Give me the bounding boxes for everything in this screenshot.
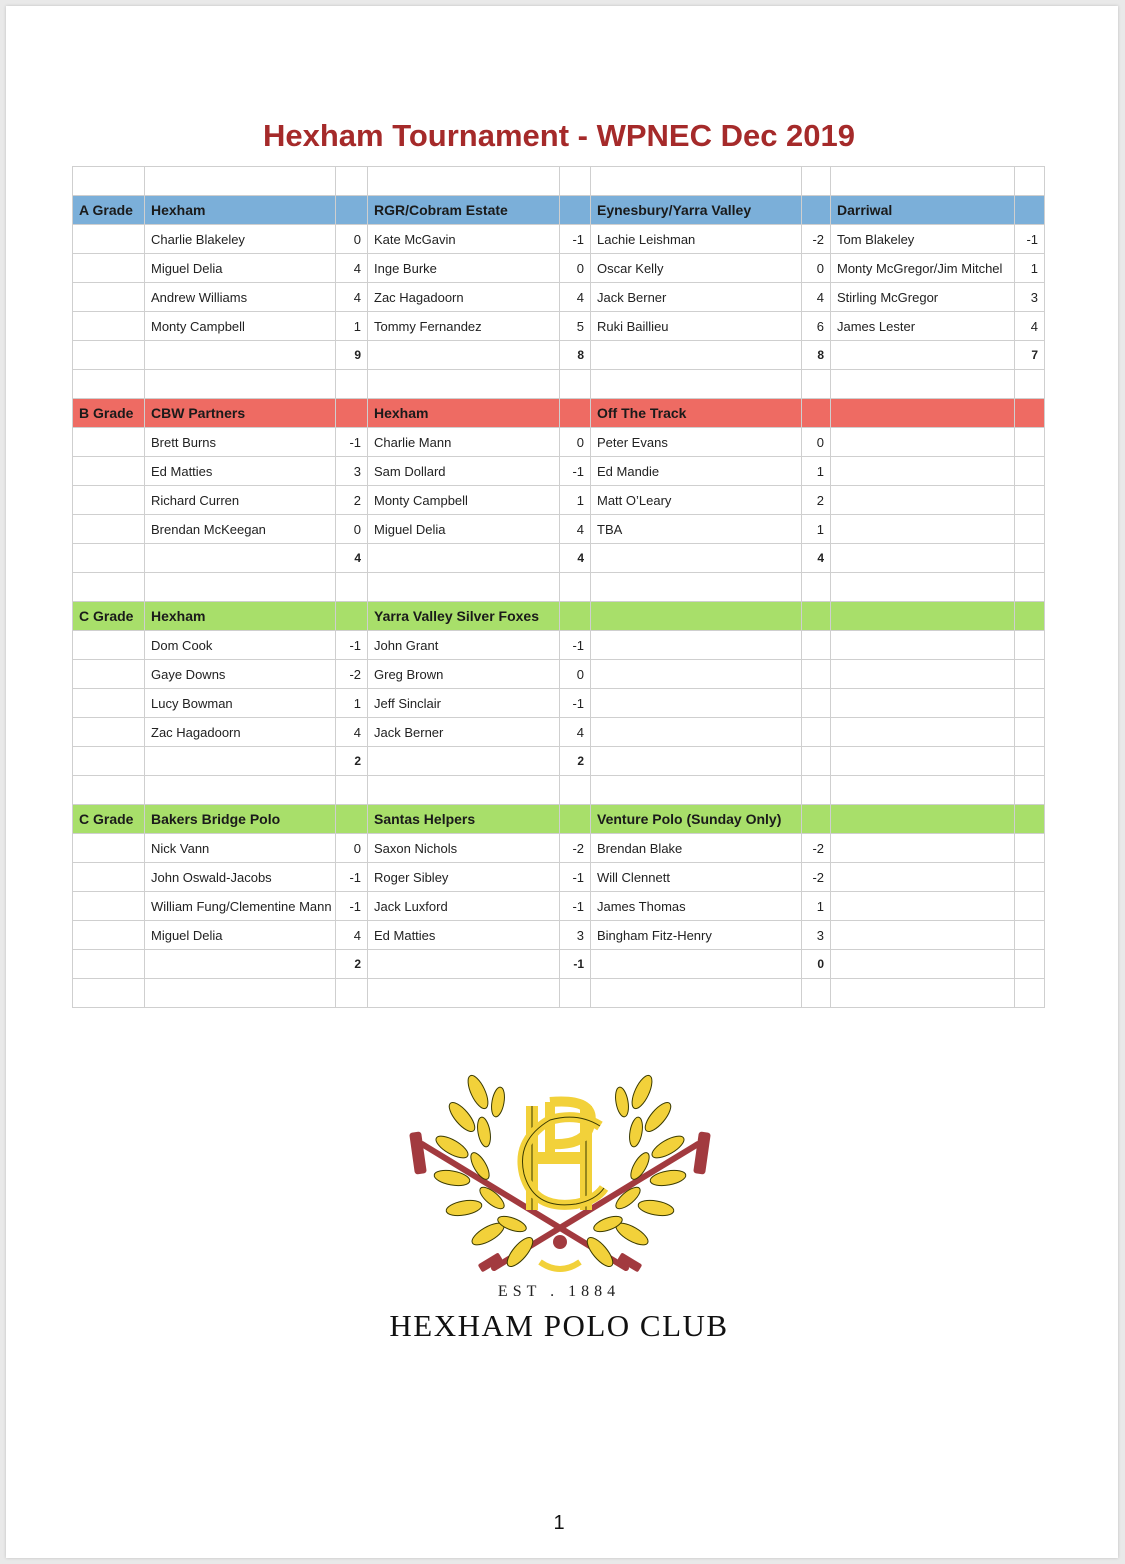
team-total-row — [73, 950, 1045, 979]
empty-cell — [1015, 892, 1045, 921]
player-name: Monty Campbell — [145, 312, 336, 341]
player-name: Inge Burke — [368, 254, 560, 283]
player-row — [73, 486, 1045, 515]
team-name: RGR/Cobram Estate — [368, 196, 560, 225]
player-row — [73, 428, 1045, 457]
player-name: Kate McGavin — [368, 225, 560, 254]
empty-cell — [1015, 834, 1045, 863]
empty-cell — [73, 834, 145, 863]
empty-cell — [73, 776, 145, 805]
logo-club-name: HEXHAM POLO CLUB — [389, 1308, 729, 1343]
team-total — [1015, 950, 1045, 979]
empty-cell — [145, 341, 336, 370]
empty-cell — [831, 167, 1015, 196]
player-handicap: 3 — [560, 921, 591, 950]
player-name: Gaye Downs — [145, 660, 336, 689]
grade-header-row — [73, 805, 1045, 834]
player-handicap: 5 — [560, 312, 591, 341]
player-handicap: -1 — [336, 863, 368, 892]
empty-cell — [560, 602, 591, 631]
player-handicap: -1 — [336, 892, 368, 921]
grade-label: C Grade — [73, 805, 145, 834]
empty-cell — [336, 399, 368, 428]
empty-cell — [591, 544, 802, 573]
player-handicap: -2 — [336, 660, 368, 689]
player-row — [73, 921, 1045, 950]
player-handicap: 6 — [802, 312, 831, 341]
player-row — [73, 892, 1045, 921]
player-handicap: 1 — [1015, 254, 1045, 283]
empty-cell — [1015, 573, 1045, 602]
empty-cell — [368, 167, 560, 196]
empty-cell — [145, 950, 336, 979]
player-name: Brendan McKeegan — [145, 515, 336, 544]
player-name: John Oswald-Jacobs — [145, 863, 336, 892]
empty-cell — [591, 660, 802, 689]
empty-cell — [1015, 863, 1045, 892]
empty-cell — [831, 428, 1015, 457]
team-name — [591, 602, 802, 631]
player-handicap: -2 — [802, 834, 831, 863]
empty-cell — [73, 631, 145, 660]
empty-cell — [802, 167, 831, 196]
player-handicap: -1 — [560, 892, 591, 921]
player-name: Jeff Sinclair — [368, 689, 560, 718]
empty-cell — [560, 979, 591, 1008]
player-name: Dom Cook — [145, 631, 336, 660]
empty-cell — [1015, 979, 1045, 1008]
player-handicap: 4 — [336, 283, 368, 312]
empty-cell — [591, 573, 802, 602]
player-name: Monty Campbell — [368, 486, 560, 515]
player-handicap: 3 — [1015, 283, 1045, 312]
team-name — [831, 602, 1015, 631]
empty-cell — [145, 370, 336, 399]
empty-cell — [336, 805, 368, 834]
empty-cell — [1015, 428, 1045, 457]
team-name — [831, 399, 1015, 428]
empty-cell — [145, 544, 336, 573]
player-row — [73, 457, 1045, 486]
spacer-row — [73, 370, 1045, 399]
team-name: Hexham — [368, 399, 560, 428]
empty-cell — [336, 979, 368, 1008]
empty-cell — [73, 283, 145, 312]
team-total: 8 — [560, 341, 591, 370]
player-handicap: 1 — [802, 515, 831, 544]
empty-cell — [1015, 921, 1045, 950]
empty-cell — [831, 660, 1015, 689]
team-total — [1015, 544, 1045, 573]
player-name: Jack Berner — [591, 283, 802, 312]
empty-cell — [831, 341, 1015, 370]
player-handicap: 4 — [336, 921, 368, 950]
spacer-row — [73, 573, 1045, 602]
grade-header-row — [73, 399, 1045, 428]
player-name: Greg Brown — [368, 660, 560, 689]
player-handicap: 1 — [336, 689, 368, 718]
player-name: Bingham Fitz-Henry — [591, 921, 802, 950]
player-handicap: -2 — [802, 863, 831, 892]
empty-cell — [802, 979, 831, 1008]
empty-cell — [73, 167, 145, 196]
team-name: Bakers Bridge Polo — [145, 805, 336, 834]
empty-cell — [591, 718, 802, 747]
empty-cell — [336, 196, 368, 225]
grade-label: C Grade — [73, 602, 145, 631]
empty-cell — [73, 863, 145, 892]
team-name: Venture Polo (Sunday Only) — [591, 805, 802, 834]
player-name: Nick Vann — [145, 834, 336, 863]
empty-cell — [73, 892, 145, 921]
player-name: Miguel Delia — [145, 921, 336, 950]
player-handicap: 2 — [336, 486, 368, 515]
empty-cell — [368, 776, 560, 805]
player-name: Sam Dollard — [368, 457, 560, 486]
player-name: Brendan Blake — [591, 834, 802, 863]
player-name: Ed Matties — [145, 457, 336, 486]
empty-cell — [560, 776, 591, 805]
empty-cell — [336, 370, 368, 399]
player-name: James Thomas — [591, 892, 802, 921]
player-name: Oscar Kelly — [591, 254, 802, 283]
empty-cell — [73, 718, 145, 747]
empty-cell — [831, 689, 1015, 718]
player-handicap: -2 — [560, 834, 591, 863]
team-name: Darriwal — [831, 196, 1015, 225]
empty-cell — [802, 602, 831, 631]
empty-cell — [73, 544, 145, 573]
player-name: Tom Blakeley — [831, 225, 1015, 254]
player-row — [73, 312, 1045, 341]
player-handicap: 0 — [560, 254, 591, 283]
empty-cell — [802, 370, 831, 399]
empty-cell — [591, 631, 802, 660]
player-row — [73, 225, 1045, 254]
player-handicap: 4 — [560, 283, 591, 312]
player-handicap: 4 — [560, 718, 591, 747]
player-name: Ruki Baillieu — [591, 312, 802, 341]
team-total — [802, 747, 831, 776]
empty-cell — [73, 979, 145, 1008]
empty-cell — [560, 573, 591, 602]
player-row — [73, 863, 1045, 892]
player-name: TBA — [591, 515, 802, 544]
empty-cell — [368, 573, 560, 602]
player-handicap: 1 — [802, 457, 831, 486]
empty-cell — [1015, 602, 1045, 631]
player-name: Lucy Bowman — [145, 689, 336, 718]
team-name — [831, 805, 1015, 834]
player-name: Peter Evans — [591, 428, 802, 457]
player-handicap: 1 — [560, 486, 591, 515]
empty-cell — [831, 834, 1015, 863]
spacer-row — [73, 776, 1045, 805]
empty-cell — [831, 921, 1015, 950]
player-name: Tommy Fernandez — [368, 312, 560, 341]
player-name: Zac Hagadoorn — [368, 283, 560, 312]
empty-cell — [73, 370, 145, 399]
empty-cell — [336, 167, 368, 196]
team-name: Hexham — [145, 602, 336, 631]
empty-cell — [145, 747, 336, 776]
empty-cell — [368, 341, 560, 370]
empty-cell — [802, 196, 831, 225]
team-total — [1015, 747, 1045, 776]
empty-cell — [802, 805, 831, 834]
team-total-row — [73, 544, 1045, 573]
player-name: Ed Mandie — [591, 457, 802, 486]
empty-cell — [831, 573, 1015, 602]
empty-cell — [73, 312, 145, 341]
team-name: Off The Track — [591, 399, 802, 428]
empty-cell — [1015, 689, 1045, 718]
player-row — [73, 515, 1045, 544]
empty-cell — [336, 602, 368, 631]
empty-cell — [560, 167, 591, 196]
empty-cell — [73, 921, 145, 950]
page-number: 1 — [553, 1512, 565, 1534]
team-total: 2 — [560, 747, 591, 776]
player-handicap: -1 — [336, 428, 368, 457]
player-name: Miguel Delia — [145, 254, 336, 283]
empty-cell — [802, 776, 831, 805]
player-handicap: 3 — [336, 457, 368, 486]
player-row — [73, 689, 1045, 718]
empty-cell — [1015, 196, 1045, 225]
player-name: Stirling McGregor — [831, 283, 1015, 312]
spacer-row — [73, 167, 1045, 196]
polo-ball-icon — [553, 1235, 567, 1249]
player-handicap: -1 — [560, 631, 591, 660]
empty-cell — [831, 892, 1015, 921]
player-handicap: -1 — [560, 863, 591, 892]
grade-label: B Grade — [73, 399, 145, 428]
empty-cell — [591, 167, 802, 196]
player-name: Lachie Leishman — [591, 225, 802, 254]
empty-cell — [368, 979, 560, 1008]
grade-header-row — [73, 602, 1045, 631]
empty-cell — [1015, 486, 1045, 515]
empty-cell — [73, 747, 145, 776]
empty-cell — [73, 573, 145, 602]
team-name: Eynesbury/Yarra Valley — [591, 196, 802, 225]
player-name: Ed Matties — [368, 921, 560, 950]
empty-cell — [368, 370, 560, 399]
spacer-row — [73, 979, 1045, 1008]
team-name: Hexham — [145, 196, 336, 225]
player-handicap: 1 — [802, 892, 831, 921]
team-total: 2 — [336, 950, 368, 979]
player-handicap: -1 — [560, 225, 591, 254]
player-name: Jack Luxford — [368, 892, 560, 921]
player-row — [73, 834, 1045, 863]
player-name: Matt O’Leary — [591, 486, 802, 515]
player-name: Saxon Nichols — [368, 834, 560, 863]
empty-cell — [73, 486, 145, 515]
team-total: 0 — [802, 950, 831, 979]
player-handicap: 1 — [336, 312, 368, 341]
empty-cell — [368, 544, 560, 573]
empty-cell — [73, 254, 145, 283]
player-handicap: 4 — [336, 718, 368, 747]
empty-cell — [591, 747, 802, 776]
team-total: 4 — [336, 544, 368, 573]
empty-cell — [145, 573, 336, 602]
empty-cell — [1015, 167, 1045, 196]
player-handicap: -1 — [336, 631, 368, 660]
empty-cell — [73, 225, 145, 254]
team-total: -1 — [560, 950, 591, 979]
player-handicap: 4 — [802, 283, 831, 312]
logo-established-text: EST . 1884 — [497, 1283, 621, 1300]
empty-cell — [591, 950, 802, 979]
empty-cell — [368, 747, 560, 776]
grade-label: A Grade — [73, 196, 145, 225]
player-name: Brett Burns — [145, 428, 336, 457]
team-total: 4 — [802, 544, 831, 573]
team-total: 4 — [560, 544, 591, 573]
player-handicap: -2 — [802, 225, 831, 254]
empty-cell — [1015, 515, 1045, 544]
empty-cell — [336, 573, 368, 602]
empty-cell — [831, 515, 1015, 544]
empty-cell — [73, 515, 145, 544]
empty-cell — [831, 863, 1015, 892]
empty-cell — [802, 573, 831, 602]
player-name: John Grant — [368, 631, 560, 660]
empty-cell — [831, 457, 1015, 486]
empty-cell — [560, 399, 591, 428]
player-name: James Lester — [831, 312, 1015, 341]
empty-cell — [73, 689, 145, 718]
empty-cell — [560, 370, 591, 399]
grade-header-row — [73, 196, 1045, 225]
empty-cell — [145, 167, 336, 196]
empty-cell — [802, 399, 831, 428]
player-handicap: 4 — [560, 515, 591, 544]
empty-cell — [560, 196, 591, 225]
document-title: Hexham Tournament - WPNEC Dec 2019 — [262, 118, 856, 153]
player-handicap: -1 — [1015, 225, 1045, 254]
empty-cell — [831, 370, 1015, 399]
empty-cell — [591, 370, 802, 399]
hexham-polo-club-logo — [400, 1062, 720, 1292]
player-handicap: 3 — [802, 921, 831, 950]
player-handicap: -1 — [560, 689, 591, 718]
player-name: Roger Sibley — [368, 863, 560, 892]
player-name: Charlie Blakeley — [145, 225, 336, 254]
empty-cell — [802, 631, 831, 660]
empty-cell — [591, 776, 802, 805]
player-handicap: 4 — [336, 254, 368, 283]
player-handicap: 0 — [336, 515, 368, 544]
team-total: 2 — [336, 747, 368, 776]
empty-cell — [1015, 457, 1045, 486]
team-total: 8 — [802, 341, 831, 370]
player-handicap: -1 — [560, 457, 591, 486]
player-name: William Fung/Clementine Mann — [145, 892, 336, 921]
empty-cell — [831, 979, 1015, 1008]
empty-cell — [1015, 370, 1045, 399]
player-row — [73, 660, 1045, 689]
empty-cell — [73, 660, 145, 689]
empty-cell — [1015, 805, 1045, 834]
empty-cell — [73, 950, 145, 979]
empty-cell — [1015, 776, 1045, 805]
team-total-row — [73, 747, 1045, 776]
player-handicap: 0 — [802, 254, 831, 283]
empty-cell — [831, 776, 1015, 805]
player-row — [73, 631, 1045, 660]
empty-cell — [591, 341, 802, 370]
empty-cell — [336, 776, 368, 805]
team-total-row — [73, 341, 1045, 370]
player-handicap: 0 — [336, 225, 368, 254]
team-total: 7 — [1015, 341, 1045, 370]
empty-cell — [591, 979, 802, 1008]
player-handicap: 0 — [560, 428, 591, 457]
empty-cell — [73, 341, 145, 370]
player-name: Charlie Mann — [368, 428, 560, 457]
empty-cell — [831, 544, 1015, 573]
empty-cell — [1015, 631, 1045, 660]
player-name: Zac Hagadoorn — [145, 718, 336, 747]
team-total: 9 — [336, 341, 368, 370]
player-name: Miguel Delia — [368, 515, 560, 544]
empty-cell — [831, 950, 1015, 979]
empty-cell — [802, 718, 831, 747]
tournament-table — [72, 166, 1045, 1008]
empty-cell — [802, 689, 831, 718]
player-handicap: 0 — [560, 660, 591, 689]
player-name: Richard Curren — [145, 486, 336, 515]
empty-cell — [1015, 660, 1045, 689]
empty-cell — [560, 805, 591, 834]
empty-cell — [831, 486, 1015, 515]
player-row — [73, 283, 1045, 312]
empty-cell — [591, 689, 802, 718]
empty-cell — [831, 747, 1015, 776]
player-name: Jack Berner — [368, 718, 560, 747]
empty-cell — [73, 428, 145, 457]
team-name: CBW Partners — [145, 399, 336, 428]
empty-cell — [73, 457, 145, 486]
empty-cell — [145, 776, 336, 805]
hpc-monogram-icon — [522, 1101, 604, 1210]
empty-cell — [802, 660, 831, 689]
empty-cell — [1015, 399, 1045, 428]
empty-cell — [831, 631, 1015, 660]
player-handicap: 0 — [336, 834, 368, 863]
player-row — [73, 718, 1045, 747]
empty-cell — [368, 950, 560, 979]
player-handicap: 2 — [802, 486, 831, 515]
team-name: Santas Helpers — [368, 805, 560, 834]
empty-cell — [145, 979, 336, 1008]
player-handicap: 0 — [802, 428, 831, 457]
player-name: Monty McGregor/Jim Mitchel — [831, 254, 1015, 283]
empty-cell — [831, 718, 1015, 747]
empty-cell — [1015, 718, 1045, 747]
player-handicap: 4 — [1015, 312, 1045, 341]
team-name: Yarra Valley Silver Foxes — [368, 602, 560, 631]
player-name: Will Clennett — [591, 863, 802, 892]
player-row — [73, 254, 1045, 283]
player-name: Andrew Williams — [145, 283, 336, 312]
